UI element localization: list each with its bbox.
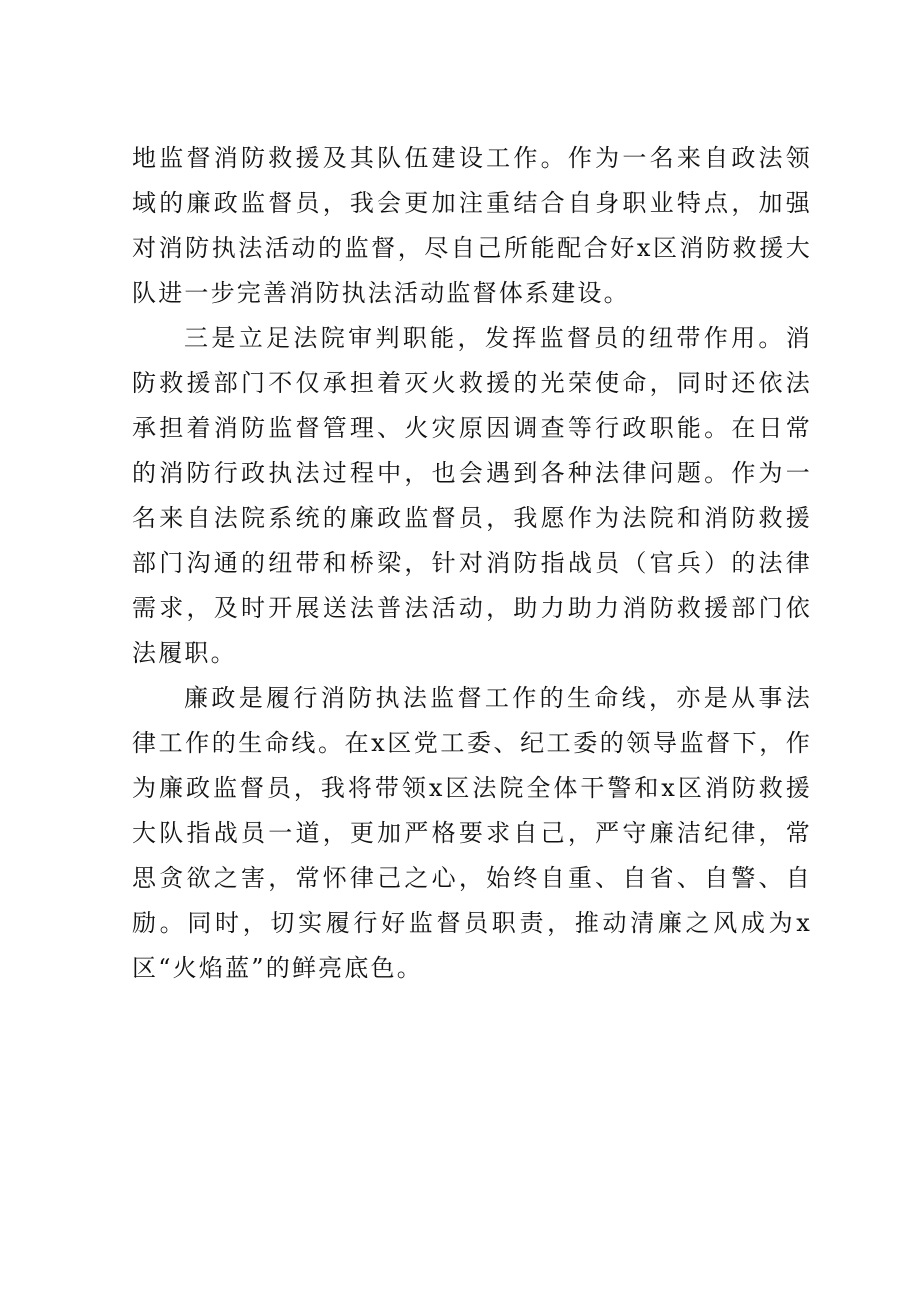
paragraph-3: 廉政是履行消防执法监督工作的生命线，亦是从事法律工作的生命线。在x区党工委、纪工委的领导监督下，作为廉政监督员，我将带领x区法院全体干警和x区消防救援大队指战员一道，更加严格要求自己，严守廉洁纪律，常思贪欲之害，常怀律己之心，始终自重、自省、自警、自励。同时，切实履行好监督员职责，推动清廉之风成为x区“火焰蓝”的鲜亮底色。 — [132, 684, 812, 982]
paragraph-1: 地监督消防救援及其队伍建设工作。作为一名来自政法领域的廉政监督员，我会更加注重结合自身职业特点，加强对消防执法活动的监督，尽自己所能配合好x区消防救援大队进一步完善消防执法活动监督体系建设。 — [132, 144, 812, 307]
document-body — [132, 136, 812, 991]
paragraph-2: 三是立足法院审判职能，发挥监督员的纽带作用。消防救援部门不仅承担着灭火救援的光荣使命，同时还依法承担着消防监督管理、火灾原因调查等行政职能。在日常的消防行政执法过程中，也会遇到各种法律问题。作为一名来自法院系统的廉政监督员，我愿作为法院和消防救援部门沟通的纽带和桥梁，针对消防指战员（官兵）的法律需求，及时开展送法普法活动，助力助力消防救援部门依法履职。 — [132, 324, 812, 667]
